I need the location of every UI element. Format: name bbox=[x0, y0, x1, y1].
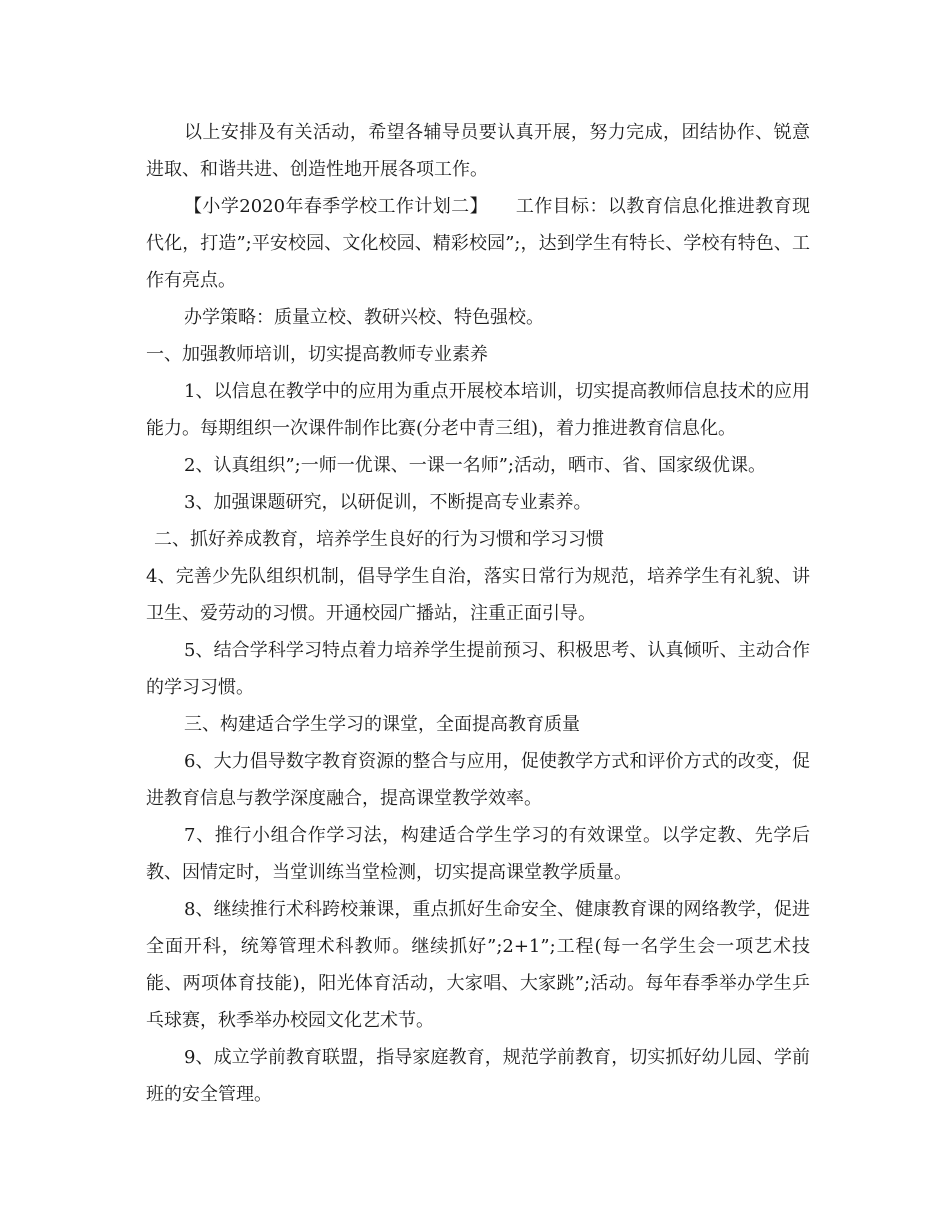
paragraph-item-3: 3、加强课题研究，以研促训，不断提高专业素养。 bbox=[184, 492, 592, 513]
document-page bbox=[146, 114, 810, 1113]
paragraph-item-6: 6、大力倡导数字教育资源的整合与应用，促使教学方式和评价方式的改变，促进教育信息与教学深度融合，提高课堂教学效率。 bbox=[146, 751, 810, 809]
paragraph-item-2: 2、认真组织”;一师一优课、一课一名师”;活动，晒市、省、国家级优课。 bbox=[184, 455, 766, 476]
paragraph-item-7: 7、推行小组合作学习法，构建适合学生学习的有效课堂。以学定教、先学后教、因情定时，当堂训练当堂检测，切实提高课堂教学质量。 bbox=[146, 825, 810, 883]
paragraph-plan-two-goal: 【小学2020年春季学校工作计划二】 工作目标：以教育信息化推进教育现代化，打造”;平安校园、文化校园、精彩校园”;，达到学生有特长、学校有特色、工作有亮点。 bbox=[146, 196, 810, 291]
paragraph-item-8: 8、继续推行术科跨校兼课，重点抓好生命安全、健康教育课的网络教学，促进全面开科，统筹管理术科教师。继续抓好”;2+1”;工程(每一名学生会一项艺术技能、两项体育技能)，阳光体育活动，大家唱、大家跳”;活动。每年春季举办学生乒乓球赛，秋季举办校园文化艺术节。 bbox=[146, 899, 810, 1031]
section-heading-3: 三、构建适合学生学习的课堂，全面提高教育质量 bbox=[184, 714, 580, 735]
paragraph-item-5: 5、结合学科学习特点着力培养学生提前预习、积极思考、认真倾听、主动合作的学习习惯。 bbox=[146, 640, 810, 698]
paragraph-item-1: 1、以信息在教学中的应用为重点开展校本培训，切实提高教师信息技术的应用能力。每期组织一次课件制作比赛(分老中青三组)，着力推进教育信息化。 bbox=[146, 381, 810, 439]
paragraph-item-4: 4、完善少先队组织机制，倡导学生自治，落实日常行为规范，培养学生有礼貌、讲卫生、爱劳动的习惯。开通校园广播站，注重正面引导。 bbox=[146, 566, 810, 624]
section-heading-2: 二、抓好养成教育，培养学生良好的行为习惯和学习习惯 bbox=[154, 529, 604, 550]
paragraph-strategy: 办学策略：质量立校、教研兴校、特色强校。 bbox=[184, 307, 544, 328]
paragraph-item-9: 9、成立学前教育联盟，指导家庭教育，规范学前教育，切实抓好幼儿园、学前班的安全管理。 bbox=[146, 1047, 810, 1105]
section-heading-1: 一、加强教师培训，切实提高教师专业素养 bbox=[146, 344, 488, 365]
paragraph-closing-note: 以上安排及有关活动，希望各辅导员要认真开展，努力完成，团结协作、锐意进取、和谐共进、创造性地开展各项工作。 bbox=[146, 122, 810, 180]
